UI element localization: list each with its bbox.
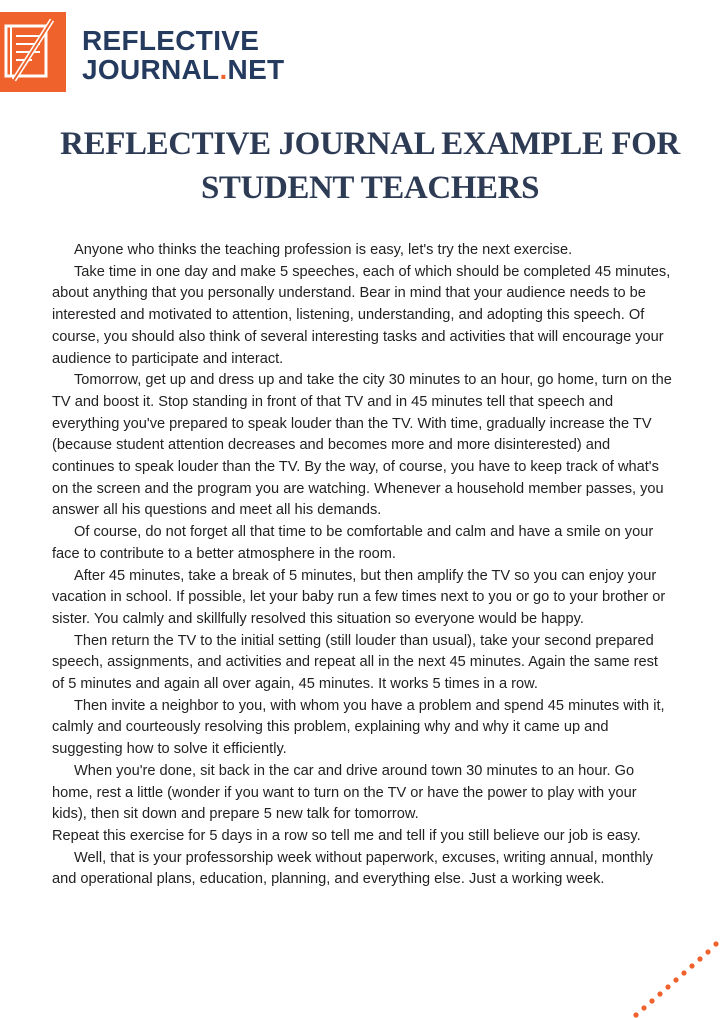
- logo-box: [0, 12, 66, 92]
- decorative-dots: [620, 918, 720, 1018]
- brand-tld: NET: [227, 54, 285, 85]
- title-line-1: REFLECTIVE JOURNAL EXAMPLE FOR: [60, 126, 680, 162]
- paragraph: Anyone who thinks the teaching profession is easy, let's try the next exercise.: [74, 242, 573, 258]
- brand-line-2: [82, 55, 284, 84]
- paragraph: Tomorrow, get up and dress up and take the city 30 minutes to an hour, go home, turn on the TV and boost it. Stop standing in front of that TV and in 45 minutes tell that speech and everything you've prepared to speak louder than the TV. With time, gradually increase the TV (because student attention decreases and becomes more and more disinterested) and continues to speak louder than the TV. By the way, of course, you have to keep track of what's on the screen and the program you are watching. Whenever a household member passes, you answer all his questions and meet all his demands.: [52, 372, 672, 519]
- paragraph: Then return the TV to the initial setting (still louder than usual), take your second prepared speech, assignments, and activities and repeat all in the next 45 minutes. Again the same rest of 5 minutes and again all over again, 45 minutes. It works 5 times in a row.: [52, 632, 658, 693]
- title-line-2: STUDENT TEACHERS: [200, 170, 540, 206]
- article-body: [52, 240, 672, 891]
- brand-dot: .: [219, 54, 228, 85]
- paragraph: When you're done, sit back in the car and drive around town 30 minutes to an hour. Go home, rest a little (wonder if you want to turn on the TV or have the power to play with your kids), then sit down and prepare 5 new talk for tomorrow.: [52, 762, 637, 823]
- paragraph: After 45 minutes, take a break of 5 minutes, but then amplify the TV so you can enjoy your vacation in school. If possible, let your baby run a few times next to you or go to your brother or sister. You calmly and skillfully resolved this situation so everyone would be happy.: [52, 567, 666, 627]
- notebook-icon: [0, 12, 66, 92]
- brand-word: JOURNAL: [82, 54, 220, 85]
- paragraph: Well, that is your professorship week without paperwork, excuses, writing annual, monthly and operational plans, education, planning, and everything else. Just a working week.: [52, 849, 653, 888]
- paragraph: Take time in one day and make 5 speeches, each of which should be completed 45 minutes, about anything that you personally understand. Bear in mind that your audience needs to be interested and motivated to attention, listening, understanding, and adopting this speech. Of course, you should also think of several interesting tasks and activities that will encourage your audience to participate and interact.: [52, 263, 671, 367]
- brand-name: [82, 26, 284, 84]
- page-title: [40, 122, 700, 210]
- paragraph: Of course, do not forget all that time to be comfortable and calm and have a smile on your face to contribute to a better atmosphere in the room.: [52, 524, 654, 562]
- brand-line-1: REFLECTIVE: [82, 25, 260, 56]
- paragraph: Repeat this exercise for 5 days in a row so tell me and tell if you still believe our job is easy.: [52, 827, 641, 844]
- paragraph: Then invite a neighbor to you, with whom you have a problem and spend 45 minutes with it, calmly and courteously resolving this problem, explaining why and why it came up and suggesting how to solve it efficiently.: [52, 697, 665, 758]
